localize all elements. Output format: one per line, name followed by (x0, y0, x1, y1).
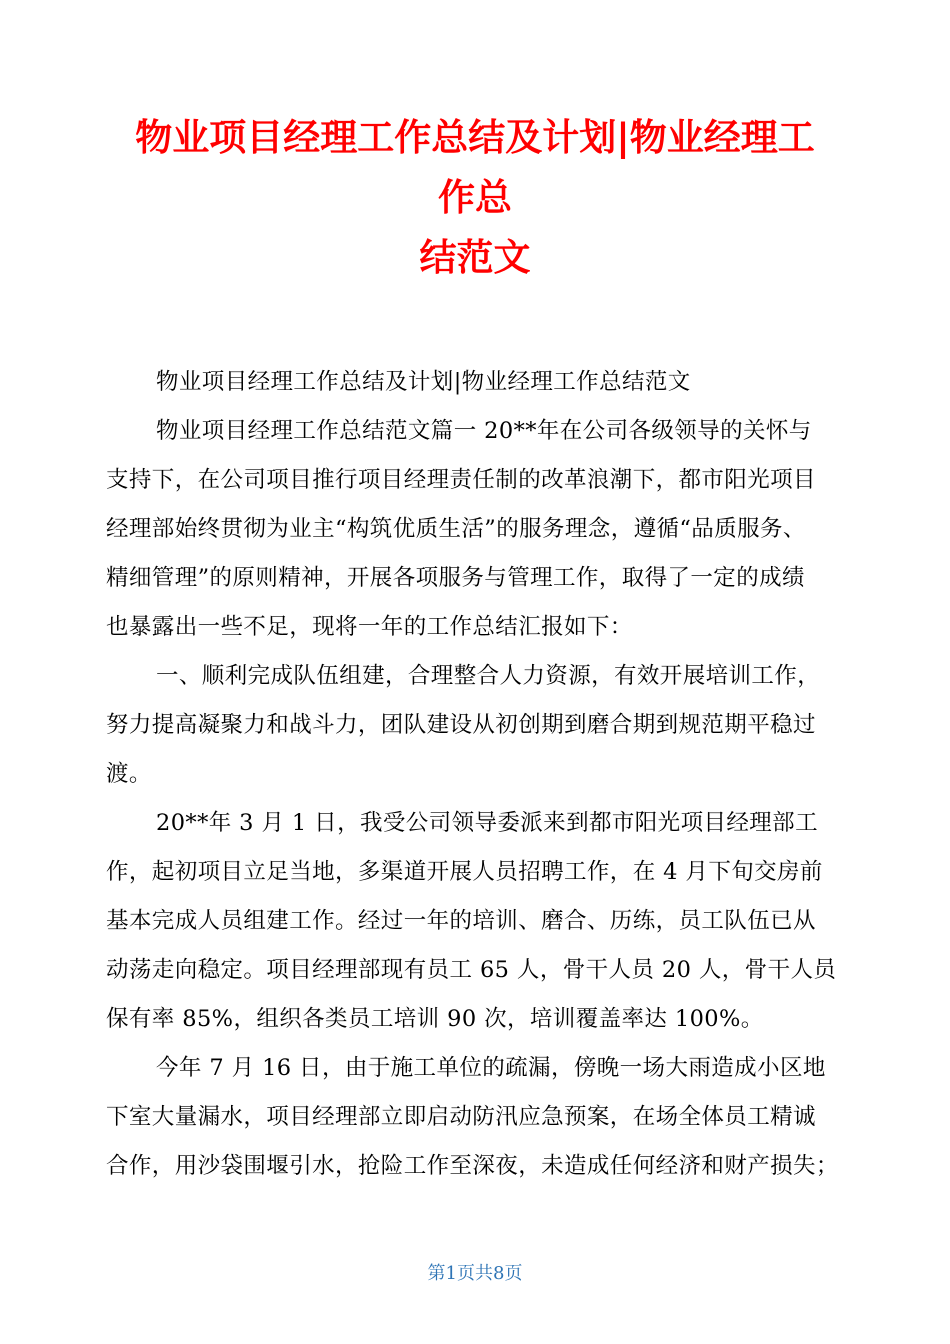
paragraph-line: 精细管理”的原则精神，开展各项服务与管理工作，取得了一定的成绩 (106, 565, 805, 591)
paragraph-line: 动荡走向稳定。项目经理部现有员工 65 人，骨干人员 20 人，骨干人员 (106, 957, 837, 983)
paragraph-line: 渡。 (106, 761, 152, 787)
paragraph-line: 保有率 85%，组织各类员工培训 90 次，培训覆盖率达 100%。 (106, 1006, 764, 1032)
paragraph-line: 支持下，在公司项目推行项目经理责任制的改革浪潮下，都市阳光项目 (106, 467, 816, 493)
document-body (106, 358, 852, 1191)
paragraph-line: 20**年 3 月 1 日，我受公司领导委派来到都市阳光项目经理部工 (156, 810, 818, 836)
section-heading-line: 一、顺利完成队伍组建，合理整合人力资源，有效开展培训工作， (156, 663, 821, 689)
paragraph-line: 作，起初项目立足当地，多渠道开展人员招聘工作，在 4 月下旬交房前 (106, 859, 823, 885)
paragraph-line: 合作，用沙袋围堰引水，抢险工作至深夜，未造成任何经济和财产损失； (106, 1153, 839, 1179)
title-line: 结范文 (419, 236, 531, 279)
title-line: 物业项目经理工作总结及计划|物业经理工 (135, 116, 815, 159)
paragraph-line: 也暴露出一些不足，现将一年的工作总结汇报如下： (106, 614, 633, 640)
paragraph-line: 物业项目经理工作总结范文篇一 20**年在公司各级领导的关怀与 (156, 418, 812, 444)
document-title (60, 108, 890, 288)
page-footer: 第1页共8页 (427, 1263, 523, 1284)
title-line: 作总 (438, 176, 512, 219)
paragraph-line: 基本完成人员组建工作。经过一年的培训、磨合、历练，员工队伍已从 (106, 908, 816, 934)
subtitle-line: 物业项目经理工作总结及计划|物业经理工作总结范文 (156, 369, 691, 395)
paragraph-line: 下室大量漏水，项目经理部立即启动防汛应急预案，在场全体员工精诚 (106, 1104, 816, 1130)
paragraph-line: 经理部始终贯彻为业主“构筑优质生活”的服务理念，遵循“品质服务、 (106, 516, 806, 542)
paragraph-line: 今年 7 月 16 日，由于施工单位的疏漏，傍晚一场大雨造成小区地 (156, 1055, 826, 1081)
paragraph-line: 努力提高凝聚力和战斗力，团队建设从初创期到磨合期到规范期平稳过 (106, 712, 816, 738)
